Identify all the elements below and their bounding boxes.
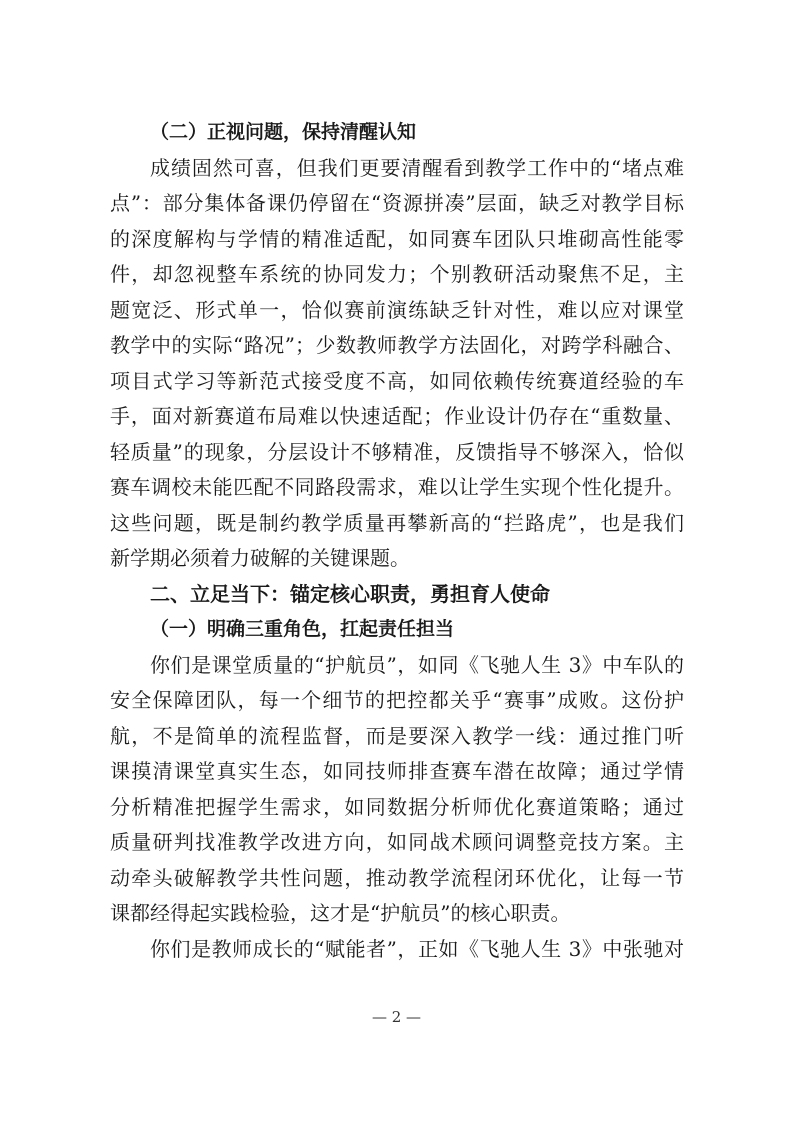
body-text-line: 手，面对新赛道布局难以快速适配；作业设计仍存在“重数量、 (110, 404, 684, 428)
body-text-line: 这些问题，既是制约教学质量再攀新高的“拦路虎”，也是我们 (110, 510, 684, 535)
body-text-line: 教学中的实际“路况”；少数教师教学方法固化，对跨学科融合、 (110, 333, 684, 357)
body-text-line: 点”：部分集体备课仍停留在“资源拼凑”层面，缺乏对教学目标 (110, 191, 684, 215)
body-text-line: 安全保障团队，每一个细节的把控都关乎“赛事”成败。这份护 (110, 688, 684, 712)
page-number: — 2 — (371, 1008, 422, 1026)
paragraph-last-line: 课都经得起实践检验，这才是“护航员”的核心职责。 (110, 901, 571, 925)
body-text-line: 的深度解构与学情的精准适配，如同赛车团队只堆砌高性能零 (110, 226, 684, 251)
paragraph-first-line: 你们是教师成长的“赋能者”，正如《飞驰人生 3》中张驰对 (150, 936, 684, 961)
body-text-line: 赛车调校未能匹配不同路段需求，难以让学生实现个性化提升。 (110, 475, 684, 499)
section-subheading: （一）明确三重角色，扛起责任担当 (150, 618, 455, 640)
paragraph-first-line: 成绩固然可喜，但我们更要清醒看到教学工作中的“堵点难 (150, 155, 684, 180)
body-text-line: 航，不是简单的流程监督，而是要深入教学一线：通过推门听 (110, 723, 684, 748)
paragraph-first-line: 你们是课堂质量的“护航员”，如同《飞驰人生 3》中车队的 (150, 652, 684, 677)
body-text-line: 项目式学习等新范式接受度不高，如同依赖传统赛道经验的车 (110, 368, 684, 393)
body-text-line: 题宽泛、形式单一，恰似赛前演练缺乏针对性，难以应对课堂 (110, 297, 684, 322)
body-text-line: 动牵头破解教学共性问题，推动教学流程闭环优化，让每一节 (110, 865, 684, 890)
body-text-line: 轻质量”的现象，分层设计不够精准，反馈指导不够深入，恰似 (110, 439, 684, 464)
body-text-line: 件，却忽视整车系统的协同发力；个别教研活动聚焦不足，主 (110, 262, 684, 286)
document-body (110, 115, 684, 967)
section-heading: 二、立足当下：锚定核心职责，勇担育人使命 (150, 581, 550, 606)
paragraph-last-line: 新学期必须着力破解的关键课题。 (110, 546, 410, 570)
section-subheading: （二）正视问题，保持清醒认知 (150, 121, 417, 143)
body-text-line: 质量研判找准教学改进方向，如同战术顾问调整竞技方案。主 (110, 830, 684, 854)
body-text-line: 课摸清课堂真实生态，如同技师排查赛车潜在故障；通过学情 (110, 759, 684, 783)
body-text-line: 分析精准把握学生需求，如同数据分析师优化赛道策略；通过 (110, 794, 684, 819)
